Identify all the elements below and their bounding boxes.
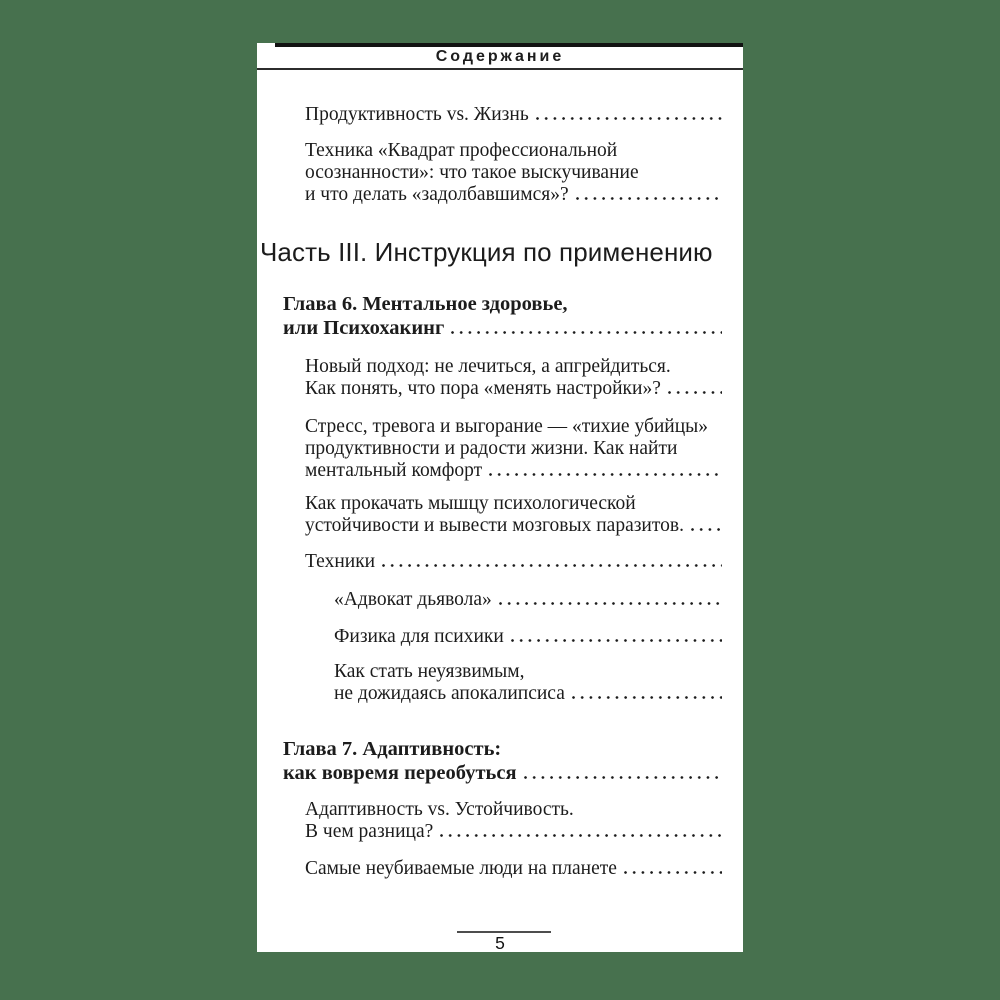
toc-line-text: Техники — [305, 551, 376, 572]
toc-line: Стресс, тревога и выгорание — «тихие убийцы» — [305, 416, 709, 437]
toc-line-text: и что делать «задолбавшимся»? — [305, 184, 569, 205]
toc-line: Адаптивность vs. Устойчивость. — [305, 799, 574, 820]
toc-line-text: или Психохакинг — [283, 316, 445, 339]
toc-entry — [305, 858, 722, 880]
page-number: 5 — [495, 933, 505, 953]
toc-line — [305, 821, 722, 843]
toc-line-text: Продуктивность vs. Жизнь — [305, 104, 529, 125]
dot-leader — [524, 776, 722, 779]
toc-line-text: как вовремя переобуться — [283, 761, 517, 784]
toc-line: Глава 6. Ментальное здоровье, — [283, 293, 568, 315]
toc-line-text: не дожидаясь апокалипсиса — [334, 683, 565, 704]
toc-line — [305, 551, 722, 573]
toc-part-heading — [260, 237, 722, 267]
dot-leader — [576, 197, 722, 200]
toc-line: продуктивности и радости жизни. Как найти — [305, 438, 678, 459]
dot-leader — [451, 331, 722, 334]
toc-line: осознанности»: что такое выскучивание — [305, 162, 639, 183]
toc-line — [334, 626, 722, 648]
toc-line-text: Самые неубиваемые люди на планете — [305, 858, 617, 879]
dot-leader — [536, 117, 722, 120]
dot-leader — [668, 391, 722, 394]
dot-leader — [572, 696, 722, 699]
toc-chapter-heading — [283, 293, 722, 340]
toc-line-text: Физика для психики — [334, 626, 504, 647]
toc-line — [334, 589, 722, 611]
dot-leader — [624, 871, 722, 874]
toc-line-text: Часть III. Инструкция по применению — [260, 237, 713, 267]
toc-line-text: ментальный комфорт — [305, 460, 483, 481]
toc-entry — [305, 140, 722, 206]
toc-line — [305, 378, 722, 400]
dot-leader — [499, 602, 722, 605]
toc-entry — [305, 551, 722, 573]
toc-sub-entry — [334, 661, 722, 705]
toc-line: Новый подход: не лечиться, а апгрейдиться. — [305, 356, 671, 377]
toc-line-text: Как понять, что пора «менять настройки»? — [305, 378, 661, 399]
toc-entry — [305, 493, 722, 537]
toc-line — [283, 762, 722, 786]
toc-line-text: В чем разница? — [305, 821, 434, 842]
dot-leader — [440, 834, 722, 837]
toc-entry — [305, 799, 722, 843]
toc-entry — [305, 356, 722, 400]
dot-leader — [691, 528, 722, 531]
table-of-contents — [257, 43, 743, 952]
toc-line — [260, 237, 722, 267]
toc-line — [305, 515, 722, 537]
dot-leader — [489, 473, 722, 476]
toc-line-text: устойчивости и вывести мозговых паразитов. — [305, 515, 684, 536]
toc-line — [334, 683, 722, 705]
toc-line — [305, 184, 722, 206]
toc-sub-entry — [334, 626, 722, 648]
toc-line — [283, 317, 722, 341]
toc-line: Как прокачать мышцу психологической — [305, 493, 636, 514]
toc-line: Глава 7. Адаптивность: — [283, 738, 502, 760]
toc-entry — [305, 416, 722, 482]
toc-line-text: «Адвокат дьявола» — [334, 589, 492, 610]
dot-leader — [382, 564, 722, 567]
toc-line — [305, 104, 722, 126]
toc-line: Техника «Квадрат профессиональной — [305, 140, 618, 161]
toc-line: Как стать неуязвимым, — [334, 661, 525, 682]
toc-line — [305, 460, 722, 482]
toc-entry — [305, 104, 722, 126]
book-page — [257, 43, 743, 952]
toc-line — [305, 858, 722, 880]
toc-sub-entry — [334, 589, 722, 611]
toc-chapter-heading — [283, 738, 722, 785]
running-head-title: Содержание — [435, 48, 565, 65]
dot-leader — [511, 639, 722, 642]
